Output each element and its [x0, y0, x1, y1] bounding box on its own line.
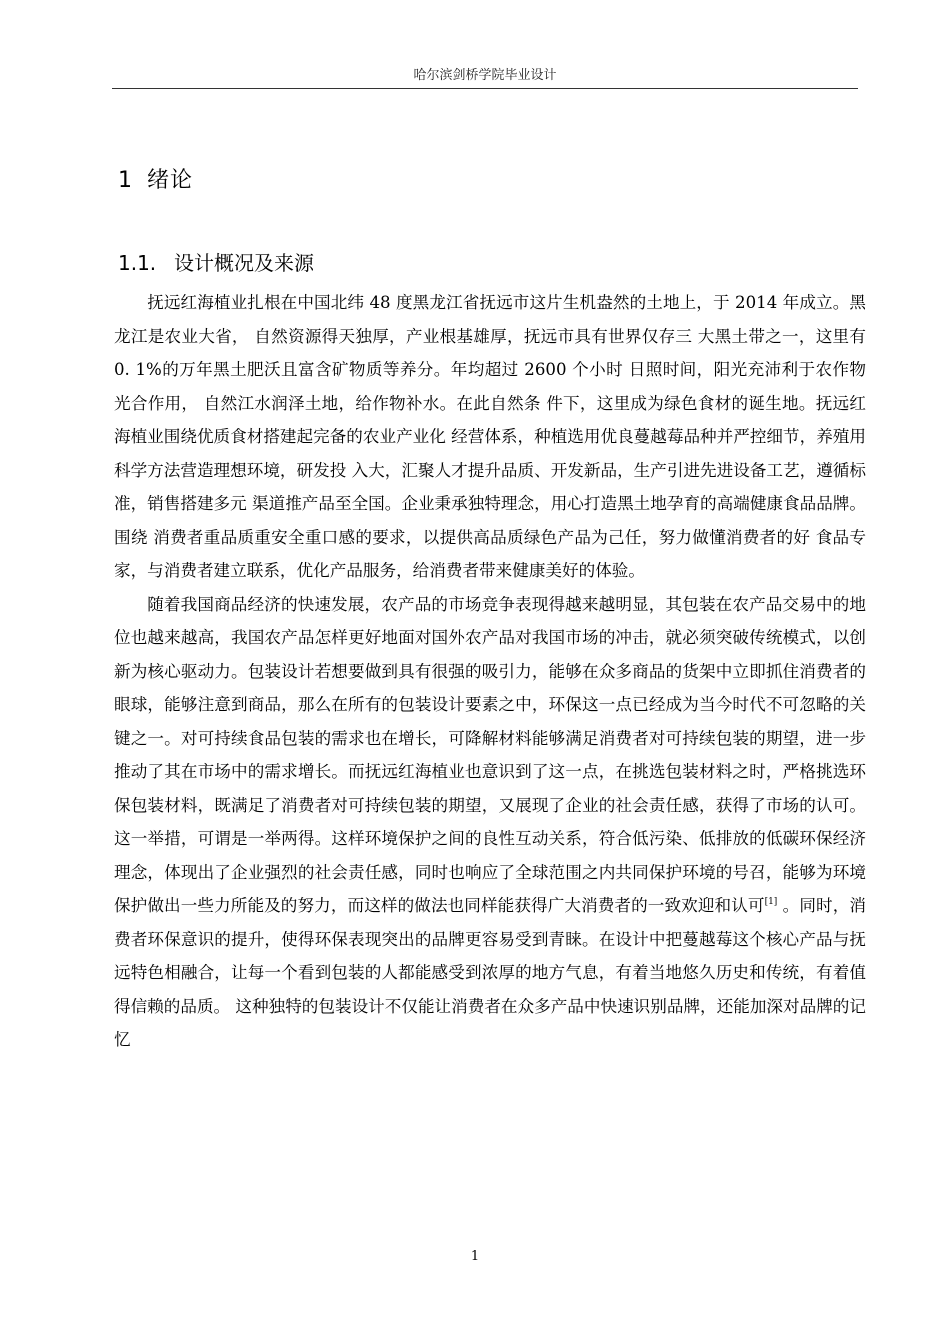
chapter-number: 1 — [118, 168, 133, 193]
section-title: 设计概况及来源 — [174, 251, 314, 275]
body-text — [114, 286, 866, 1057]
page-number: 1 — [470, 1249, 480, 1264]
chapter-heading — [118, 163, 193, 194]
paragraph-2 — [114, 588, 866, 1057]
page-header: 哈尔滨剑桥学院毕业设计 — [413, 68, 557, 83]
header-divider — [112, 88, 858, 89]
section-number: 1.1. — [118, 251, 157, 275]
paragraph-2-text: 随着我国商品经济的快速发展，农产品的市场竞争表现得越来越明显，其包装在农产品交易中的地位也越来越高，我国农产品怎样更好地面对国外农产品对我国市场的冲击，就必须突破传统模式，以创新为核心驱动力。包装设计若想要做到具有很强的吸引力，能够在众多商品的货架中立即抓住消费者的眼球，能够注意到商品，那么在所有的包装设计要素之中，环保这一点已经成为当今时代不可忽略的关键之一。对可持续食品包装的需求也在增长，可降解材料能够满足消费者对可持续包装的期望，进一步推动了其在市场中的需求增长。而抚远红海植业也意识到了这一点，在挑选包装材料之时，严格挑选环保包装材料，既满足了消费者对可持续包装的期望，又展现了企业的社会责任感，获得了市场的认可。这一举措，可谓是一举两得。这样环境保护之间的良性互动关系，符合低污染、低排放的低碳环保经济理念，体现出了企业强烈的社会责任感，同时也响应了全球范围之内共同保护环境的号召，能够为环境保护做出一些力所能及的努力，而这样的做法也同样能获得广大消费者的一致欢迎和认可 — [114, 594, 866, 915]
paragraph-1: 抚远红海植业扎根在中国北纬 48 度黑龙江省抚远市这片生机盎然的土地上，于 2014 年成立。黑龙江是农业大省， 自然资源得天独厚，产业根基雄厚，抚远市具有世界仅存三 大黑土带之一，这里有 0. 1%的万年黑土肥沃且富含矿物质等养分。年均超过 2600 个小时 日照时间，阳光充沛利于农作物光合作用， 自然江水润泽土地，给作物补水。在此自然条 件下，这里成为绿色食材的诞生地。抚远红海植业围绕优质食材搭建起完备的农业产业化 经营体系，种植选用优良蔓越莓品种并严控细节，养殖用科学方法营造理想环境，研发投 入大，汇聚人才提升品质、开发新品，生产引进先进设备工艺，遵循标准，销售搭建多元 渠道推产品至全国。企业秉承独特理念，用心打造黑土地孕育的高端健康食品品牌。围绕 消费者重品质重安全重口感的要求，以提供高品质绿色产品为己任，努力做懂消费者的好 食品专家，与消费者建立联系，优化产品服务，给消费者带来健康美好的体验。 — [114, 293, 866, 580]
paragraph-2-continuation: 。同时，消费者环保意识的提升，使得环保表现突出的品牌更容易受到青睐。在设计中把蔓越莓这个核心产品与抚远特色相融合，让每一个看到包装的人都能感受到浓厚的地方气息，有着当地悠久历史和传统，有着值得信赖的品质。 这种独特的包装设计不仅能让消费者在众多产品中快速识别品牌，还能加深对品牌的记忆 — [114, 896, 866, 1049]
citation-reference: [1] — [764, 897, 778, 907]
chapter-title: 绪论 — [147, 168, 194, 193]
section-heading — [118, 247, 314, 276]
